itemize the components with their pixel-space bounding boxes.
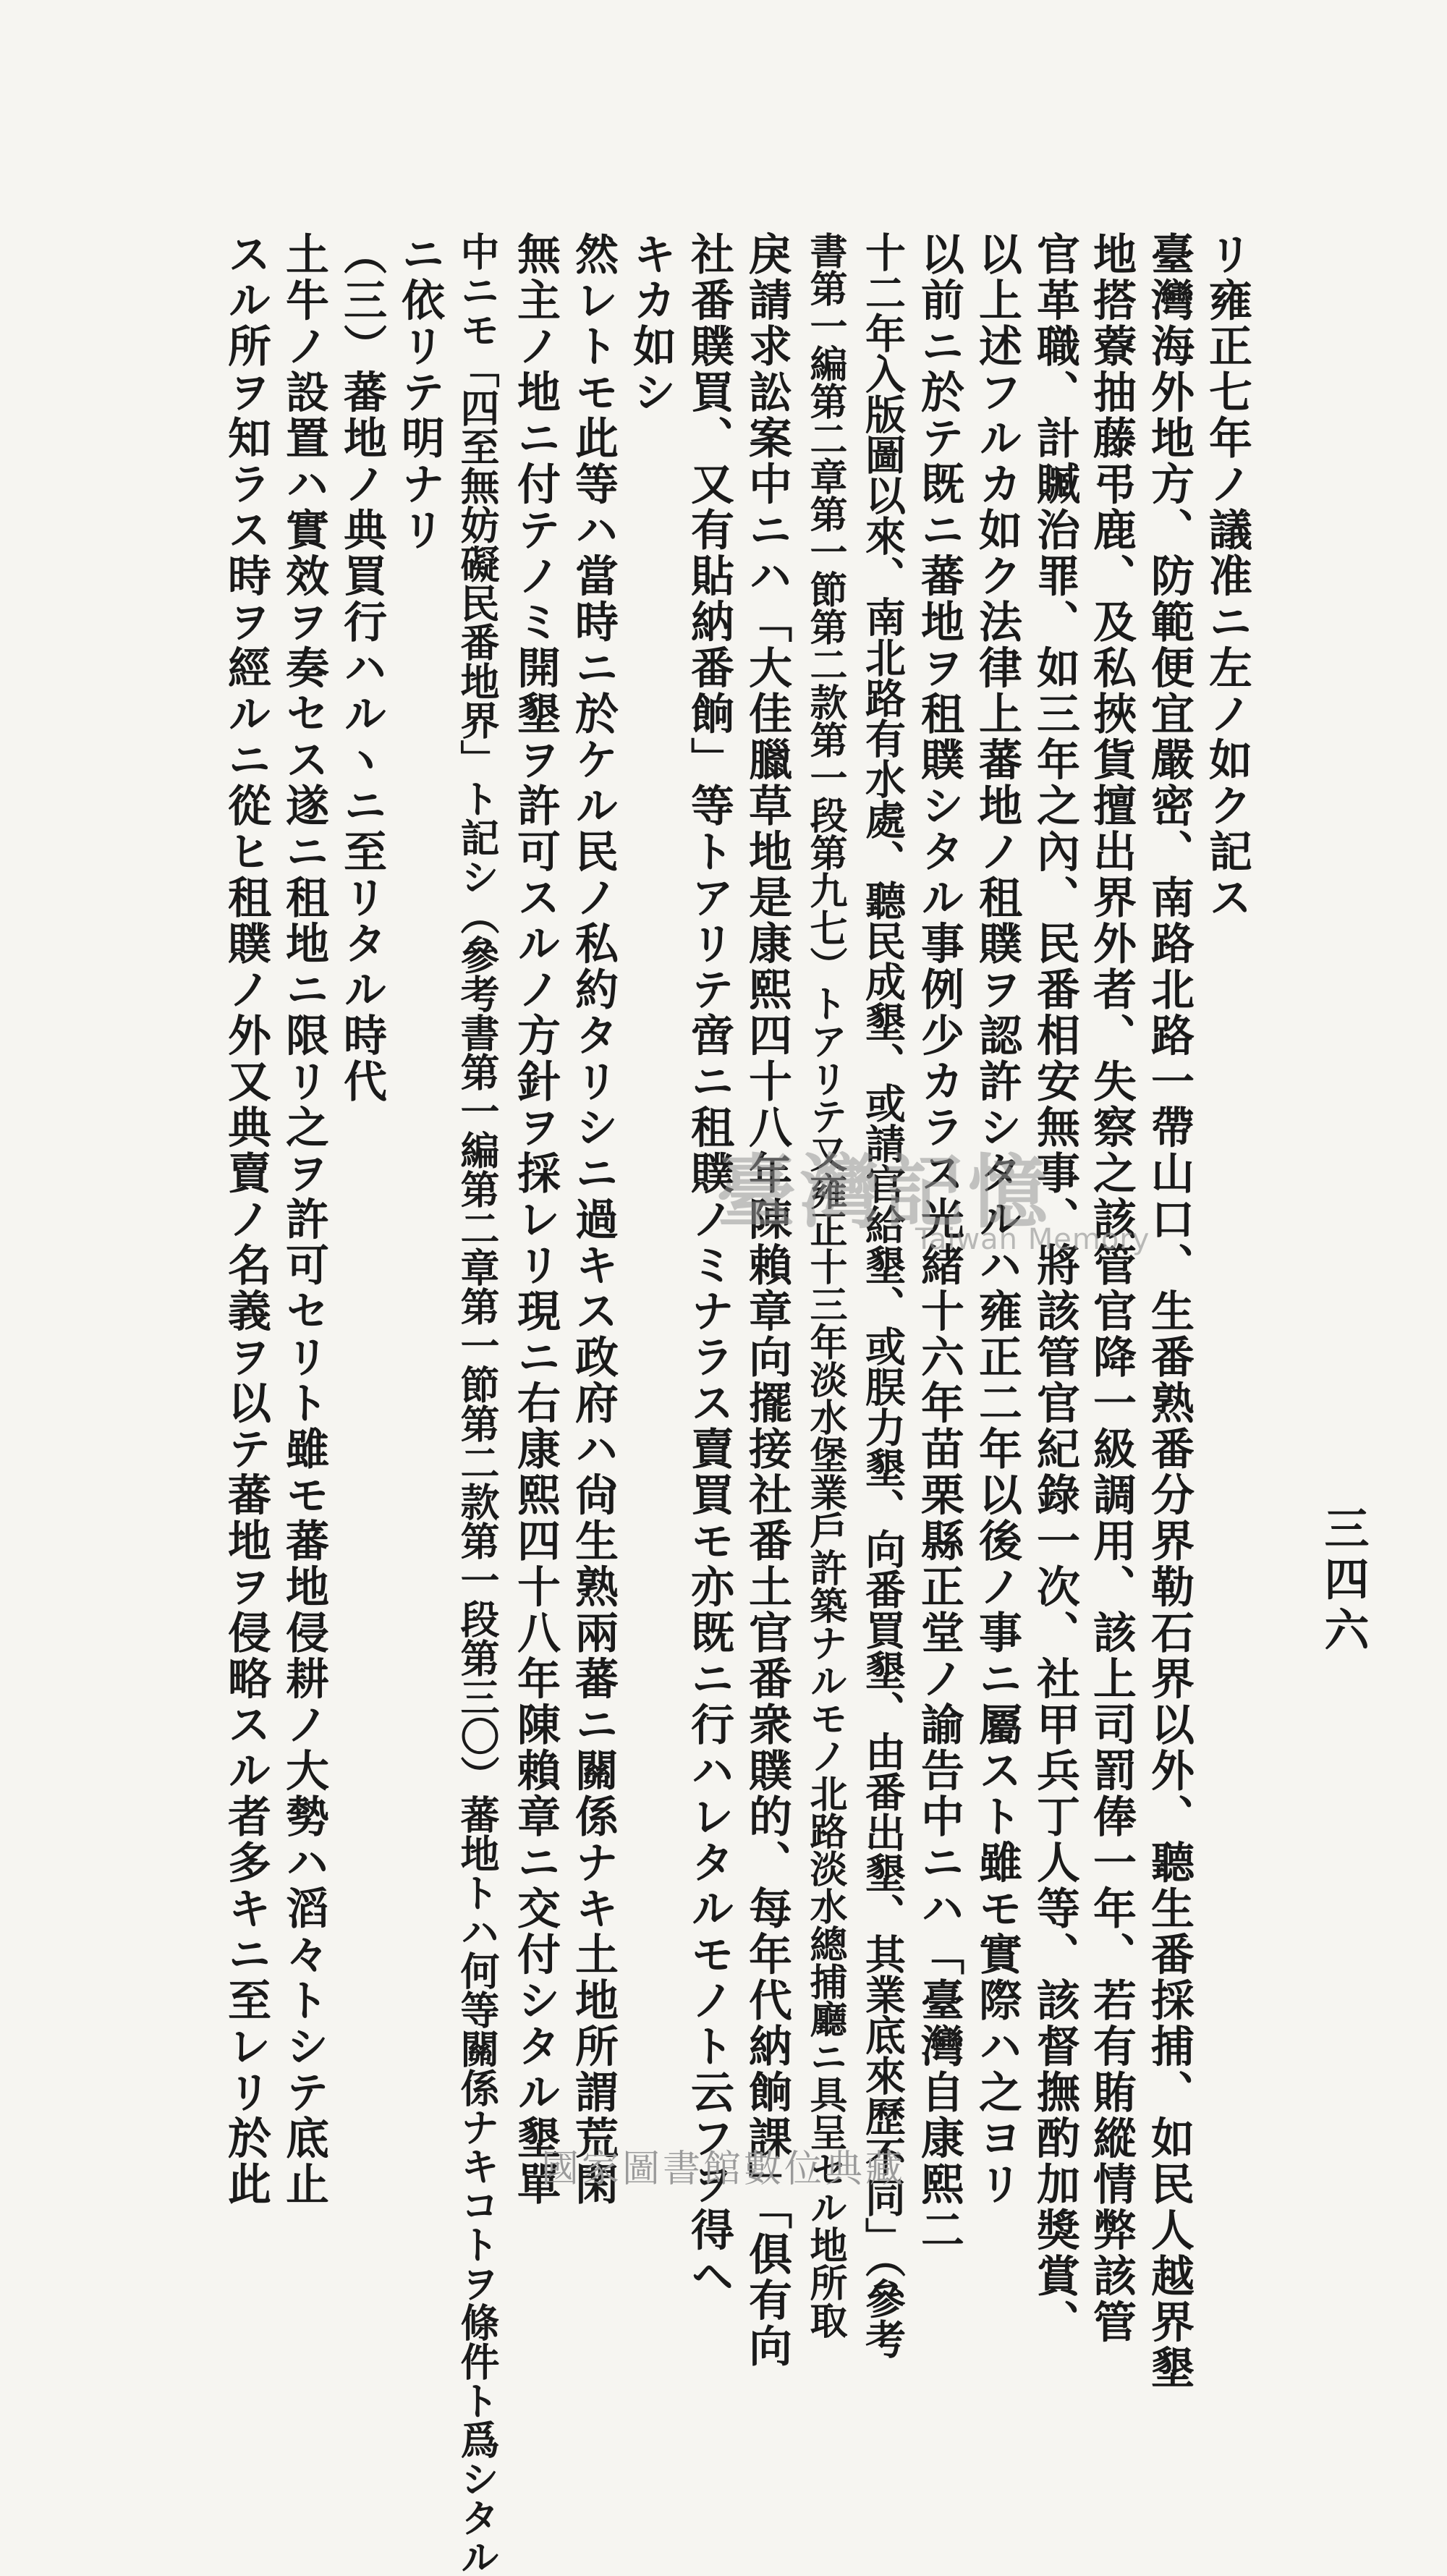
text-column-7: 十二年入版圖以來、南北路有水處、聽民成墾、或請官給墾、或脵力墾、向番買墾、由番出墾、其業底來歷不同」（參考: [859, 232, 907, 2359]
text-column-5: 以上述フルカ如ク法律上蕃地ノ租贌ヲ認許シタルハ雍正二年以後ノ事ニ屬スト雖モ實際ハ之ヨリ: [972, 232, 1022, 2208]
text-column-6: 以前ニ於テ既ニ蕃地ヲ租贌シタル事例少カラス光緒十六年苗栗縣正堂ノ諭告中ニハ「臺灣自康熙二: [914, 232, 964, 2253]
text-column-2: 臺灣海外地方、防範便宜嚴密、南路北路一帶山口、生番熟番分界勒石界以外、聽生番採捕、如民人越界墾: [1144, 232, 1194, 2391]
text-column-18: スル所ヲ知ラス時ヲ經ルニ從ヒ租贌ノ外又典賣ノ名義ヲ以テ蕃地ヲ侵略スル者多キニ至レリ於此: [221, 232, 271, 2208]
text-column-8: 書第一編第二章第一節第二款第一段第九七）トアリテ又雍正十三年淡水堡業戶許築ナルモノ北路淡水總捕廳ニ具呈セル地所取: [803, 232, 847, 2339]
text-column-1: リ雍正七年ノ議准ニ左ノ如ク記ス: [1202, 232, 1252, 921]
text-column-9: 戾請求訟案中ニハ「大佳臘草地是康熙四十八年陳賴章向擺接社番土官番衆贌的、每年代納餉課」「俱有向: [742, 232, 792, 2370]
text-column-16: （三）蕃地ノ典買行ハルヽニ至リタル時代: [336, 232, 387, 1105]
text-column-3: 地搭藔抽藤弔鹿、及私挾貨擅出界外者、失察之該管官降一級調用、該上司罰俸一年、若有賄縱情弊該管: [1086, 232, 1137, 2345]
text-column-14: 中ニモ「四至無妨礙民番地界」ト記シ（參考書第一編第二章第一節第二款第一段第三〇）蕃地トハ何等關係ナキコトヲ條件ト爲シタル: [454, 232, 501, 2576]
watermark-subtitle: Taiwan Memory: [915, 1223, 1150, 1256]
text-column-4: 官革職、計贓治罪、如三年之內、民番相安無事、將該管官紀錄一次、社甲兵丁人等、該督撫酌加獎賞、: [1030, 232, 1080, 2345]
text-column-17: 土牛ノ設置ハ實效ヲ奏セス遂ニ租地ニ限リ之ヲ許可セリト雖モ蕃地侵耕ノ大勢ハ滔々トシテ底止: [279, 232, 329, 2208]
text-column-12: 然レトモ此等ハ當時ニ於ケル民ノ私約タリシニ過キス政府ハ尙生熟兩蕃ニ關係ナキ土地所謂荒閑: [568, 232, 619, 2208]
footer-archive-label: 國家圖書館數位典藏: [540, 2148, 906, 2191]
text-column-15: ニ依リテ明ナリ: [394, 232, 445, 554]
text-column-13: 無主ノ地ニ付テノミ開墾ヲ許可スルノ方針ヲ採レリ現ニ右康熙四十八年陳賴章ニ交付シタル墾單: [510, 232, 561, 2208]
watermark-logo: 臺灣記憶: [716, 1145, 1052, 1239]
text-column-11: キカ如シ: [626, 232, 676, 415]
page-number: 三四六: [1317, 1505, 1370, 1657]
text-column-10: 社番贌買、又有貼納番餉」等トアリテ啻ニ租贌ノミナラス賣買モ亦既ニ行ハレタルモノト云フヲ得ヘ: [684, 232, 734, 2300]
